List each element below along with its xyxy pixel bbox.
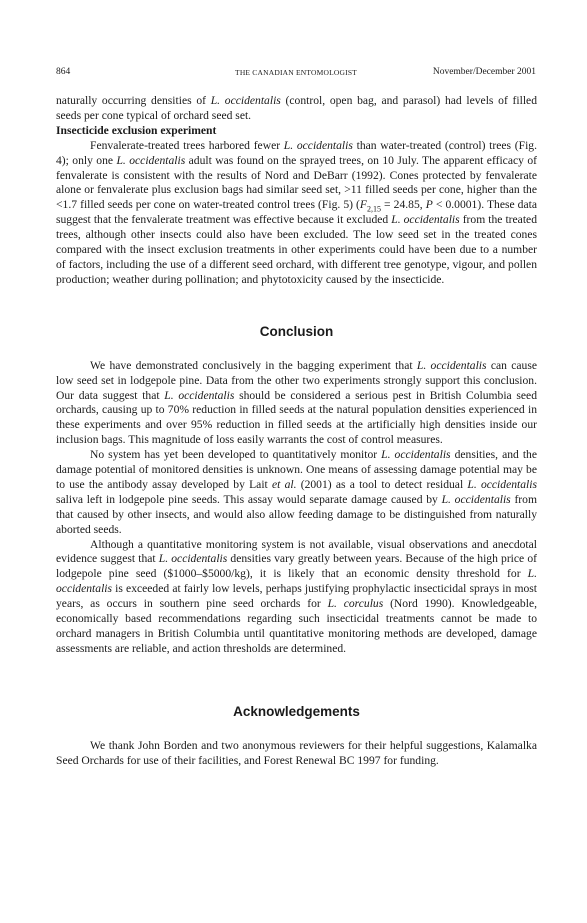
acknowledgements-heading: Acknowledgements [233, 703, 360, 719]
acknowledgements-paragraph: We thank John Borden and two anonymous reviewers for their helpful suggestions, Kalamalka Seed Orchards for use of their facilities, and Forest Renewal BC 1997 for funding. [56, 738, 537, 767]
page-number: 864 [56, 67, 71, 77]
exclusion-paragraph: Fenvalerate-treated trees harbored fewer L. occidentalis than water-treated (control) trees (Fig. 4); only one L. occidentalis adult was found on the sprayed trees, on 10 July. The apparent efficacy of fenvalerate is consistent with the results of Nord and DeBarr (1992). Cones protected by fenvalerate alone or fenvalerate plus exclusion bags had similar seed set, >11 filled seeds per cone, higher than the <1.7 filled seeds per cone on water-treated control trees (Fig. 5) ($F_{2,15} = 24.85$, P < 0.0001). These data suggest that the fenvalerate treatment was effective because it excluded L. occidentalis from the treated trees, although other insects could also have been excluded. The low seed set in the treated cones compared with the insect exclusion treatments in other experiments could have been due to a number of factors, including the use of a different seed orchard, with different tree genotype, vigour, and pollen production; weather during pollination; and phytotoxicity caused by the insecticide. [56, 138, 537, 286]
conclusion-heading: Conclusion [259, 323, 334, 339]
journal-title: THE CANADIAN ENTOMOLOGIST [235, 68, 357, 77]
issue-date: November/December 2001 [432, 67, 536, 77]
intro-paragraph: naturally occurring densities of L. occidentalis (control, open bag, and parasol) had levels of filled seeds per cone typical of orchard seed set. [56, 94, 537, 122]
conclusion-paragraph-1: We have demonstrated conclusively in the bagging experiment that L. occidentalis can cause low seed set in lodgepole pine. Data from the other two experiments strongly support this conclusion. Our data suggest that L. occidentalis should be considered a serious pest in British Columbia seed orchards, causing up to 70% reduction in filled seeds at the natural population densities experienced in these experiments and over 95% reduction in filled seeds at the artificially high densities inside our inclusion bags. This magnitude of loss easily warrants the cost of control measures. [56, 358, 537, 447]
article-body [56, 94, 537, 769]
conclusion-paragraph-2: No system has yet been developed to quantitatively monitor L. occidentalis densities, and the damage potential of monitored densities is unknown. One means of assessing damage potential may be to use the antibody assay developed by Lait et al. (2001) as a tool to detect residual L. occidentalis saliva left in lodgepole pine seeds. This assay would separate damage caused by L. occidentalis from that caused by other insects, and would also allow feeding damage to be distinguished from naturally aborted seeds. [56, 448, 537, 536]
exclusion-heading: Insecticide exclusion experiment [56, 123, 217, 137]
running-header [56, 67, 536, 81]
conclusion-paragraph-3: Although a quantitative monitoring system is not available, visual observations and anecdotal evidence suggest that L. occidentalis densities vary greatly between years. Because of the high price of lodgepole pine seed ($1000–$5000/kg), it is likely that an economic density threshold for L. occidentalis is exceeded at fairly low levels, perhaps justifying prophylactic insecticidal sprays in most years, as occurs in southern pine seed orchards for L. corculus (Nord 1990). Knowledgeable, economically based recommendations regarding such insecticidal treatments cannot be made to orchard managers in British Columbia until quantitative monitoring methods are developed, damage assessments are reliable, and action thresholds are determined. [56, 537, 537, 655]
